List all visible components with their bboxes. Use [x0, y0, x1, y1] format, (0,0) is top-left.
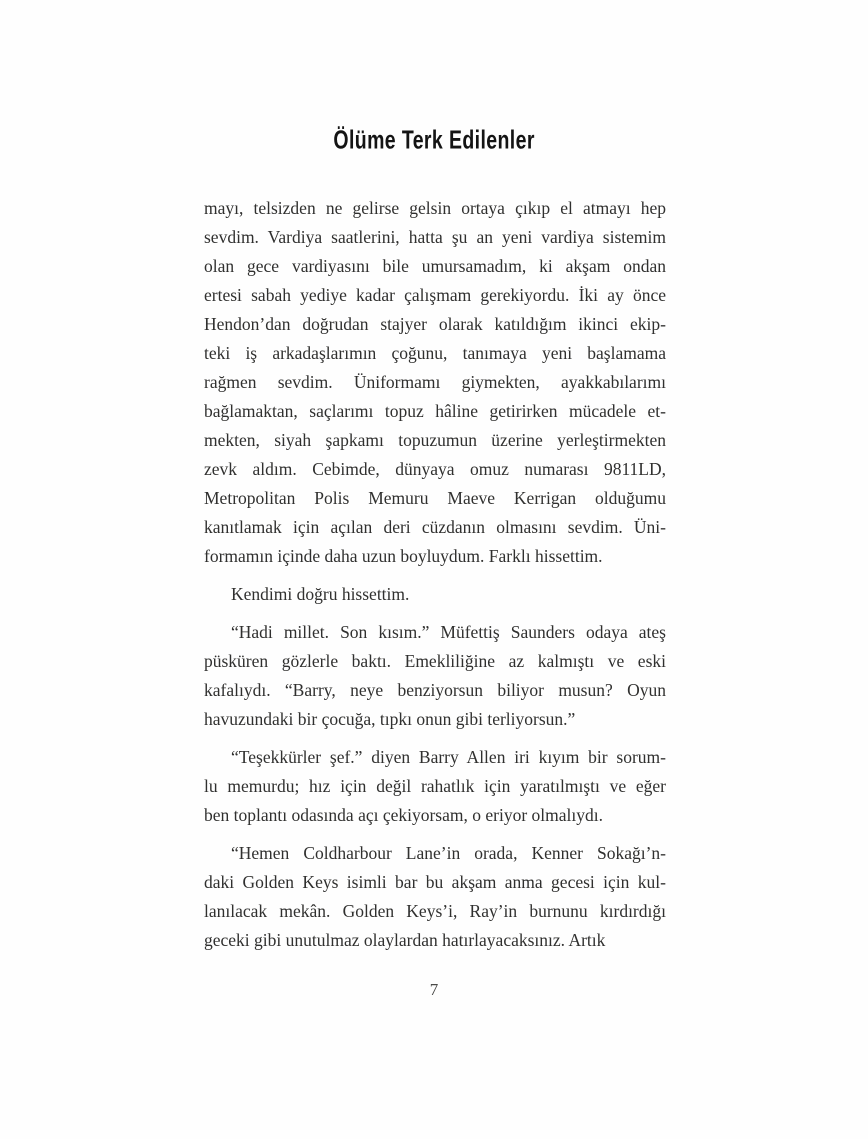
text-line: lanılacak mekân. Golden Keys’i, Ray’in burnunu kırdırdığı [204, 901, 666, 921]
text-line: mayı, telsizden ne gelirse gelsin ortaya çıkıp el atmayı hep [204, 198, 666, 218]
text-line: “Teşekkürler şef.” diyen Barry Allen iri kıyım bir sorum- [231, 747, 666, 767]
text-line: Hendon’dan doğrudan stajyer olarak katıldığım ikinci ekip- [204, 314, 666, 334]
paragraph [204, 580, 666, 609]
text-line: “Hemen Coldharbour Lane’in orada, Kenner Sokağı’n- [231, 843, 666, 863]
paragraph [204, 743, 666, 830]
text-line: rağmen sevdim. Üniformamı giymekten, ayakkabılarımı [204, 372, 666, 392]
text-line: “Hadi millet. Son kısım.” Müfettiş Saunders odaya ateş [231, 622, 666, 642]
text-line: lu memurdu; hız için değil rahatlık için yaratılmıştı ve eğer [204, 776, 666, 796]
text-line: bağlamaktan, saçlarımı topuz hâline getirirken mücadele et- [204, 401, 666, 421]
text-line: zevk aldım. Cebimde, dünyaya omuz numarası 9811LD, [204, 459, 666, 479]
page-number: 7 [429, 980, 439, 999]
page-title [0, 127, 868, 153]
paragraph [204, 618, 666, 734]
text-line: havuzundaki bir çocuğa, tıpkı onun gibi terliyorsun.” [204, 709, 576, 729]
text-line: olan gece vardiyasını bile umursamadım, ki akşam ondan [204, 256, 666, 276]
text-line: ben toplantı odasında açı çekiyorsam, o eriyor olmalıydı. [204, 805, 603, 825]
text-line: püsküren gözlerle baktı. Emekliliğine az kalmıştı ve eski [204, 651, 666, 671]
text-line: Kendimi doğru hissettim. [231, 584, 410, 604]
text-line: ertesi sabah yediye kadar çalışmam gerekiyordu. İki ay önce [204, 285, 666, 305]
text-line: kafalıydı. “Barry, neye benziyorsun biliyor musun? Oyun [204, 680, 666, 700]
text-line: mekten, siyah şapkamı topuzumun üzerine yerleştirmekten [204, 430, 666, 450]
text-line: kanıtlamak için açılan deri cüzdanın olmasını sevdim. Üni- [204, 517, 666, 537]
paragraph [204, 839, 666, 955]
text-line: formamın içinde daha uzun boyluydum. Farklı hissettim. [204, 546, 603, 566]
page-title-text: Ölüme Terk Edilenler [333, 125, 535, 155]
text-line: daki Golden Keys isimli bar bu akşam anma gecesi için kul- [204, 872, 666, 892]
text-line: sevdim. Vardiya saatlerini, hatta şu an yeni vardiya sistemim [204, 227, 666, 247]
text-line: Metropolitan Polis Memuru Maeve Kerrigan olduğumu [204, 488, 666, 508]
paragraph [204, 194, 666, 571]
text-line: teki iş arkadaşlarımın çoğunu, tanımaya yeni başlamama [204, 343, 666, 363]
body-text [204, 194, 666, 955]
text-line: geceki gibi unutulmaz olaylardan hatırlayacaksınız. Artık [204, 930, 606, 950]
